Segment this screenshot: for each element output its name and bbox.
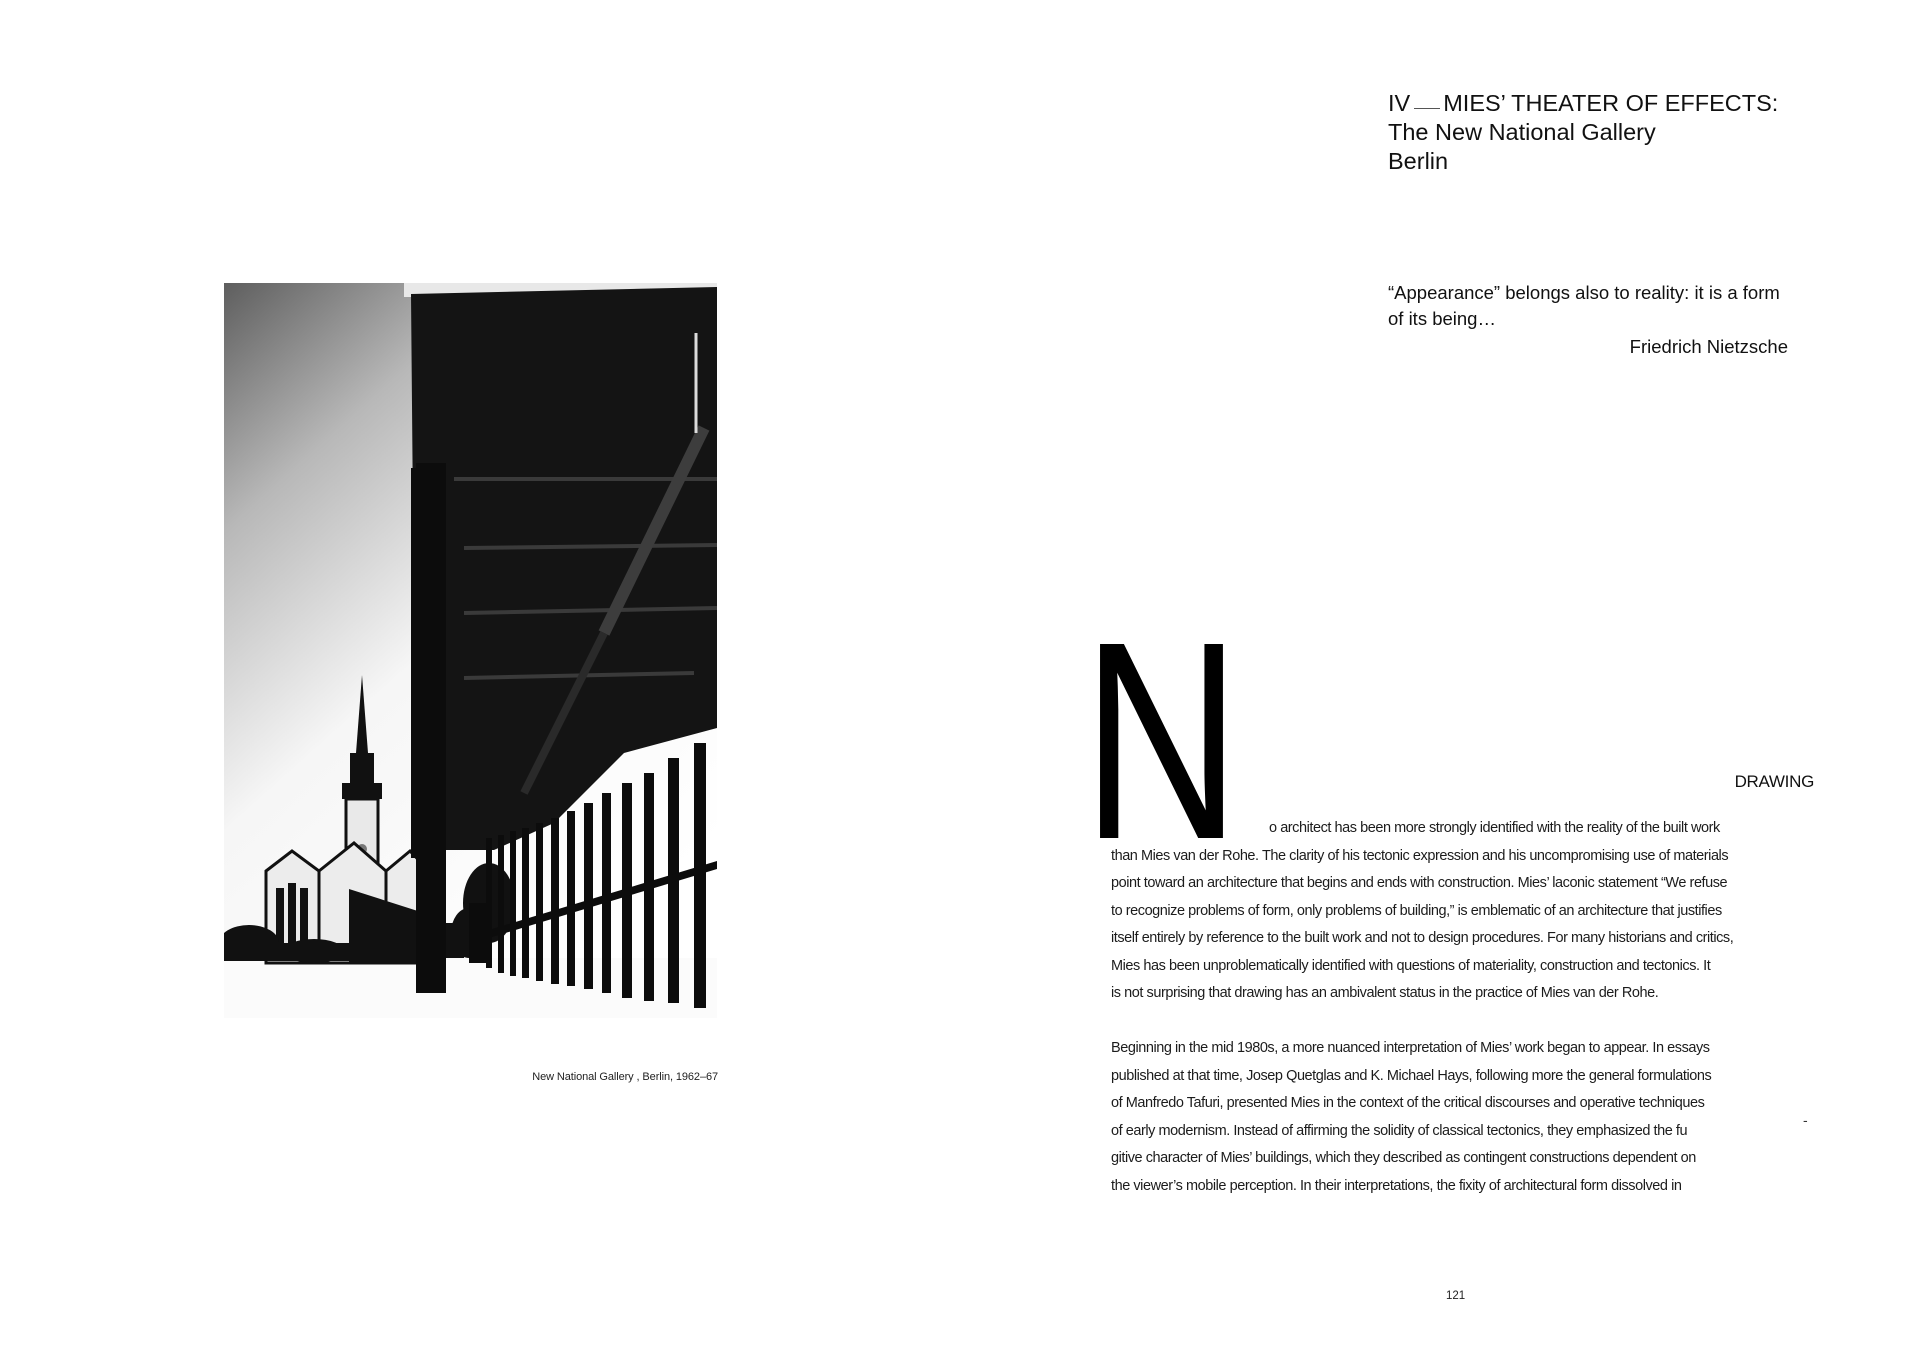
page-number: 121: [1446, 1290, 1466, 1302]
chapter-title: [1388, 89, 1808, 176]
section-label: DRAWING: [1734, 772, 1814, 791]
body-line: is not surprising that drawing has an ambivalent status in the practice of Mies van der Rohe.: [1111, 985, 1659, 1001]
figure-caption: New National Gallery , Berlin, 1962–67: [532, 1071, 718, 1083]
body-line: Beginning in the mid 1980s, a more nuanced interpretation of Mies’ work began to appear. In essays: [1111, 1040, 1710, 1056]
body-line: to recognize problems of form, only problems of building,” is emblematic of an architecture that justifies: [1111, 902, 1722, 919]
drop-cap: N: [1082, 583, 1241, 898]
epigraph: [1388, 280, 1808, 360]
body-line: than Mies van der Rohe. The clarity of his tectonic expression and his uncompromising use of materials: [1111, 847, 1729, 864]
chapter-title-text: MIES’ THEATER OF EFFECTS:: [1443, 90, 1779, 116]
chapter-title-line-3: Berlin: [1388, 148, 1449, 174]
epigraph-line-2: of its being…: [1388, 308, 1496, 329]
body-line: the viewer’s mobile perception. In their interpretations, the fixity of architectural form dissolved in: [1111, 1177, 1682, 1194]
body-paragraph-2: [1111, 1035, 1791, 1200]
body-line: gitive character of Mies’ buildings, which they described as contingent constructions dependent on: [1111, 1150, 1696, 1166]
chapter-title-line-2: The New National Gallery: [1388, 119, 1656, 145]
epigraph-attribution: Friedrich Nietzsche: [1629, 336, 1788, 357]
body-line: Mies has been unproblematically identified with questions of materiality, construction and tectonics. It: [1111, 957, 1711, 974]
chapter-title-line-1: [1388, 89, 1808, 118]
stray-hyphen: -: [1803, 1112, 1808, 1128]
body-line: published at that time, Josep Quetglas and K. Michael Hays, following more the general formulations: [1111, 1067, 1712, 1084]
body-line: itself entirely by reference to the built work and not to design procedures. For many historians and critics,: [1111, 930, 1734, 946]
chapter-number: IV: [1388, 90, 1411, 116]
title-rule: [1414, 108, 1440, 109]
body-line: of Manfredo Tafuri, presented Mies in the context of the critical discourses and operative techniques: [1111, 1095, 1705, 1111]
gallery-photo-image: [224, 283, 717, 1018]
body-line: of early modernism. Instead of affirming the solidity of classical tectonics, they emphasized the fu: [1111, 1122, 1688, 1139]
body-line: o architect has been more strongly identified with the reality of the built work: [1269, 820, 1720, 836]
body-line: point toward an architecture that begins and ends with construction. Mies’ laconic statement “We refuse: [1111, 875, 1728, 891]
body-paragraph-1: [1111, 815, 1791, 1008]
figure-photo: [224, 283, 717, 1018]
epigraph-line-1: “Appearance” belongs also to reality: it is a form: [1388, 282, 1780, 303]
